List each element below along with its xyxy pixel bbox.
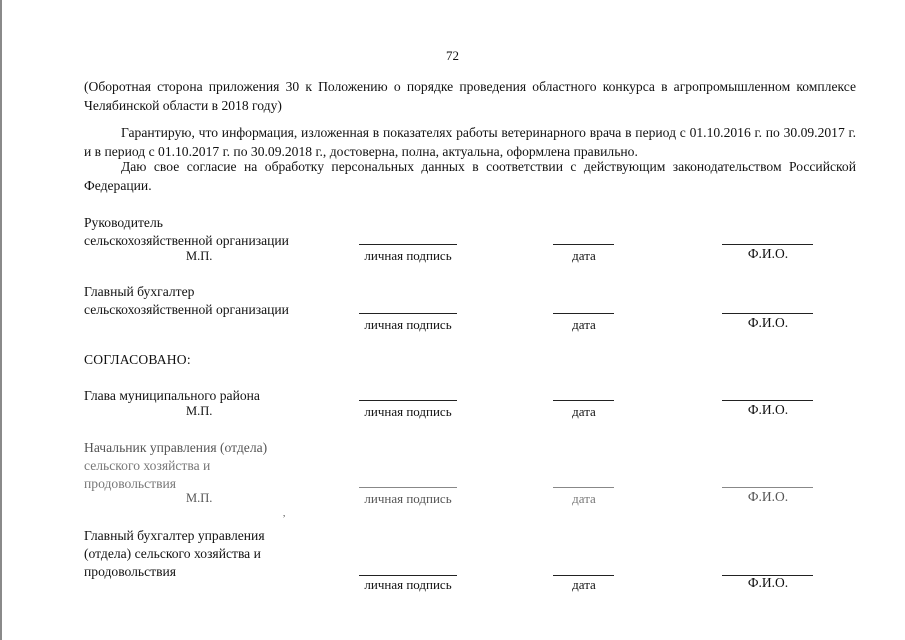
role-line: продовольствия <box>84 476 177 491</box>
date-caption: дата <box>572 577 596 592</box>
signature-line <box>359 244 457 245</box>
date-line <box>553 313 614 314</box>
consent-paragraph: Даю свое согласие на обработку персональных данных в соответствии с действующим законодательством Российской Федерации. <box>84 159 856 193</box>
agreed-heading: СОГЛАСОВАНО: <box>84 352 191 367</box>
role-line: сельского хозяйства и <box>84 458 211 473</box>
role-label <box>84 214 289 249</box>
date-caption: дата <box>572 491 596 506</box>
fio-caption: Ф.И.О. <box>747 402 789 417</box>
signature-line <box>359 400 457 401</box>
fio-caption: Ф.И.О. <box>747 315 789 330</box>
signature-line <box>359 487 457 488</box>
signature-caption: личная подпись <box>364 404 452 419</box>
date-line <box>553 487 614 488</box>
page-number: 72 <box>446 48 459 63</box>
header-note: (Оборотная сторона приложения 30 к Положению о порядке проведения областного конкурса в агропромышленном комплексе Челябинской области в 2018 году) <box>84 79 856 113</box>
role-label <box>84 283 289 318</box>
date-caption: дата <box>572 317 596 332</box>
role-line: сельскохозяйственной организации <box>84 233 289 248</box>
fio-caption: Ф.И.О. <box>747 575 789 590</box>
date-caption: дата <box>572 248 596 263</box>
stamp-caption: М.П. <box>186 249 213 263</box>
role-line: Главный бухгалтер управления <box>84 528 265 543</box>
fio-line <box>722 313 813 314</box>
signature-line <box>359 313 457 314</box>
role-line: сельскохозяйственной организации <box>84 302 289 317</box>
date-line <box>553 400 614 401</box>
date-caption: дата <box>572 404 596 419</box>
role-line: Главный бухгалтер <box>84 284 195 299</box>
role-line: Начальник управления (отдела) <box>84 440 268 455</box>
stray-mark: , <box>283 508 286 518</box>
fio-caption: Ф.И.О. <box>747 489 789 504</box>
fio-line <box>722 487 813 488</box>
fio-line <box>722 400 813 401</box>
role-label <box>84 527 265 580</box>
stamp-caption: М.П. <box>186 491 213 505</box>
role-line: Руководитель <box>84 215 163 230</box>
signature-caption: личная подпись <box>364 577 452 592</box>
fio-line <box>722 244 813 245</box>
role-line: Глава муниципального района <box>84 388 260 403</box>
stamp-caption: М.П. <box>186 404 213 418</box>
role-label <box>84 387 260 404</box>
page-edge <box>0 0 2 640</box>
role-line: продовольствия <box>84 564 177 579</box>
date-line <box>553 575 614 576</box>
signature-caption: личная подпись <box>364 491 452 506</box>
date-line <box>553 244 614 245</box>
guarantee-paragraph: Гарантирую, что информация, изложенная в показателях работы ветеринарного врача в период с 01.10.2016 г. по 30.09.2017 г. и в период с 01.10.2017 г. по 30.09.2018 г., достоверна, полна, актуальна, оформлена правильно. <box>84 125 856 159</box>
signature-caption: личная подпись <box>364 248 452 263</box>
signature-caption: личная подпись <box>364 317 452 332</box>
role-line: (отдела) сельского хозяйства и <box>84 546 261 561</box>
signature-line <box>359 575 457 576</box>
role-label <box>84 439 267 492</box>
fio-caption: Ф.И.О. <box>747 246 789 261</box>
